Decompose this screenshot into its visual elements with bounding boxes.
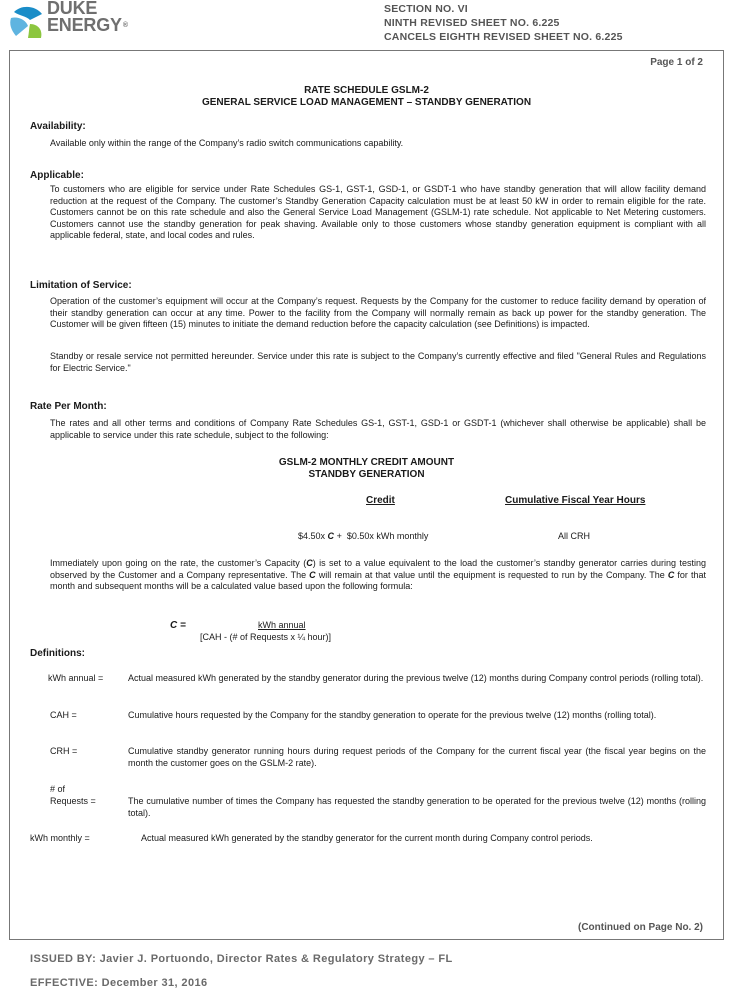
capacity-symbol-2: C [309, 569, 316, 580]
page-title [0, 85, 733, 109]
availability-heading: Availability: [30, 121, 86, 132]
formula-numerator: kWh annual [258, 620, 306, 630]
credit-table-title [0, 457, 733, 481]
credit-rate-b: + $0.50x kWh monthly [336, 531, 429, 541]
credit-table-title-1: GSLM-2 MONTHLY CREDIT AMOUNT [278, 457, 455, 468]
cancels-sheet: CANCELS EIGHTH REVISED SHEET NO. 6.225 [384, 31, 623, 43]
capacity-text-part1: Immediately upon going on the rate, the customer’s Capacity ( [50, 558, 307, 568]
def-term-requests-1: # of [50, 784, 66, 794]
availability-text: Available only within the range of the Company’s radio switch communications capability. [50, 138, 404, 148]
hours-column-header: Cumulative Fiscal Year Hours [505, 495, 646, 506]
title-line1: RATE SCHEDULE GSLM-2 [304, 85, 429, 96]
def-text-crh: Cumulative standby generator running hours during request periods of the Company for the current fiscal year (the fiscal year begins on the month the customer goes on the GSLM-2 rate). [128, 746, 706, 768]
logo-registered: ® [122, 22, 128, 29]
page-number: Page 1 of 2 [650, 57, 703, 68]
def-term-kwh-monthly: kWh monthly = [30, 833, 90, 843]
capacity-text-part2: ) is set to a value equivalent to the load the customer’s standby generator carries during testing observed by the Customer and a Company representative. The [50, 558, 706, 580]
formula-lhs: C = [170, 620, 186, 631]
hours-value: All CRH [558, 531, 591, 541]
credit-table-title-2: STANDBY GENERATION [308, 469, 425, 480]
capacity-text-part3: will remain at that value until the equipment is requested to run by the Company. The [315, 569, 668, 580]
rate-text: The rates and all other terms and conditions of Company Rate Schedules GS-1, GST-1, GSD-1 or GSDT-1 (whichever shall otherwise be applicable) shall be applicable to service under this rate schedule, subject to the following: [50, 418, 706, 440]
revised-sheet: NINTH REVISED SHEET NO. 6.225 [384, 17, 560, 29]
credit-formula [298, 531, 428, 541]
capacity-symbol-3: C [667, 569, 675, 580]
def-text-requests: The cumulative number of times the Company has requested the standby generation to be operated for the previous twelve (12) months (rolling total). [128, 796, 706, 818]
limitation-text-1: Operation of the customer’s equipment will occur at the Company’s request. Requests by the Company for the customer to reduce facility demand by operation of their standby generation can occur at any time. Power to the facility from the Company will normally remain as back up power for the standby generation. The Customer will be given fifteen (15) minutes to initiate the demand reduction before the capacity calculation (see Definitions) is impacted. [50, 296, 706, 330]
def-term-cah: CAH = [50, 710, 77, 720]
formula-denominator: [CAH - (# of Requests x ¼ hour)] [200, 632, 332, 642]
credit-rate-a: $4.50x [298, 531, 326, 541]
credit-column-header: Credit [366, 495, 395, 506]
def-text-cah: Cumulative hours requested by the Company for the standby generation to operate for the previous twelve (12) months (rolling total). [128, 710, 657, 720]
capacity-text-part4: for that month and subsequent months will be a calculated value based upon the following formula: [50, 569, 706, 592]
applicable-text: To customers who are eligible for service under Rate Schedules GS-1, GST-1, GSD-1, or GSDT-1 who have standby generation that will allow facility demand reduction at the request of the Company. The customer’s Standby Generation Capacity calculation must be at least 50 kW in order to remain eligible for the rate. Customers cannot be on this rate schedule and also the General Service Load Management (GSLM-1) rate schedule. Not applicable to Net Metering customers. Customers cannot use the standby generation for peak shaving. Available only to those customers whose standby generation equipment is compliant with all applicable federal, state, and local codes and rules. [50, 184, 706, 241]
def-text-kwh-annual: Actual measured kWh generated by the standby generator during the previous twelve (12) months during Company control periods (rolling total). [128, 673, 704, 683]
def-text-kwh-monthly: Actual measured kWh generated by the standby generator for the current month during Company control periods. [141, 833, 593, 843]
section-number: SECTION NO. VI [384, 3, 468, 15]
logo-line1: DUKE [47, 0, 98, 18]
definitions-heading: Definitions: [30, 648, 85, 659]
duke-energy-logo [8, 0, 158, 46]
logo-line2: ENERGY [47, 15, 122, 35]
def-term-crh: CRH = [50, 746, 78, 756]
continued-note: (Continued on Page No. 2) [578, 922, 703, 933]
applicable-heading: Applicable: [30, 170, 84, 181]
rate-heading: Rate Per Month: [30, 401, 107, 412]
limitation-text-2: Standby or resale service not permitted hereunder. Service under this rate is subject to the Company’s currently effective and filed "General Rules and Regulations for Electric Service." [50, 351, 706, 373]
logo-mark-icon [8, 2, 46, 44]
credit-capacity-symbol: C [327, 531, 335, 541]
sheet-header [384, 2, 623, 44]
limitation-heading: Limitation of Service: [30, 280, 132, 291]
def-term-kwh-annual: kWh annual = [48, 673, 104, 683]
capacity-symbol-1: C [306, 558, 313, 568]
capacity-text [50, 558, 706, 593]
effective-date: EFFECTIVE: December 31, 2016 [30, 977, 208, 989]
def-term-requests-2: Requests = [50, 796, 96, 806]
title-line2: GENERAL SERVICE LOAD MANAGEMENT – STANDBY GENERATION [201, 97, 532, 108]
issued-by: ISSUED BY: Javier J. Portuondo, Director Rates & Regulatory Strategy – FL [30, 953, 453, 965]
